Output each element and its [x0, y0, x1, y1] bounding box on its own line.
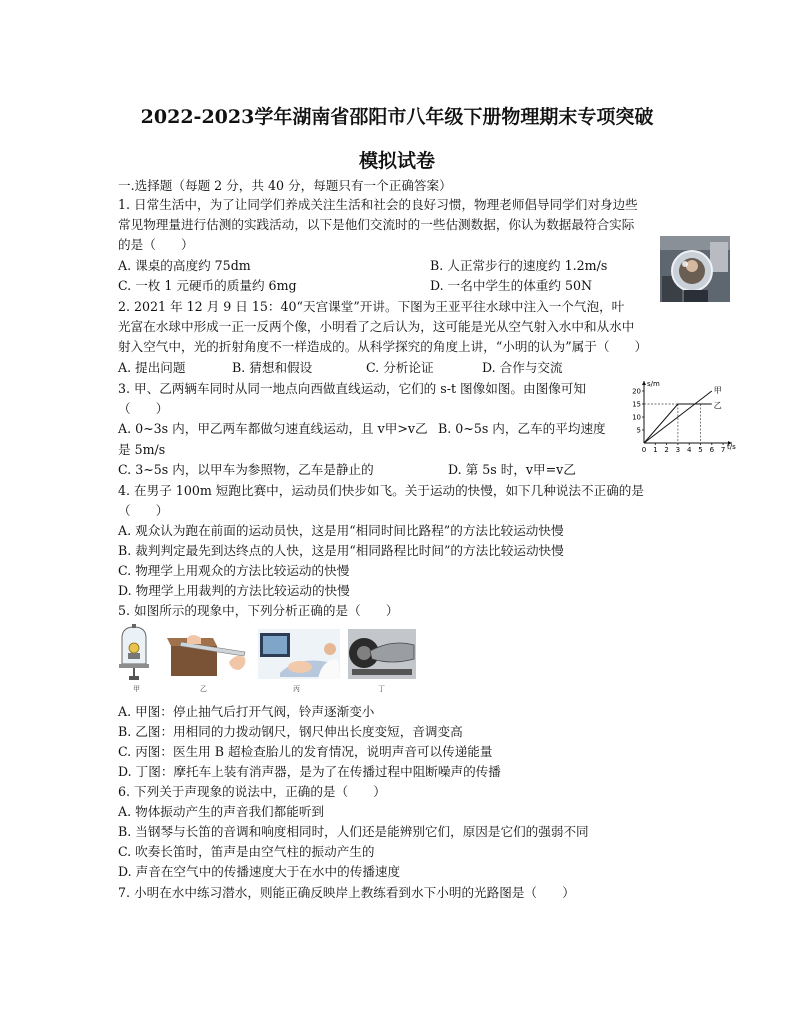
q1-line-1: 1. 日常生活中，为了让同学们养成关注生活和社会的良好习惯，物理老师倡导同学们对身边些: [118, 197, 638, 212]
q3-line-2: （ ）: [118, 401, 169, 416]
q3-option-b-line-2: 是 5m/s: [118, 442, 166, 457]
x-tick-label: 6: [709, 446, 715, 453]
q3-line-1: 3. 甲、乙两辆车同时从同一地点向西做直线运动，它们的 s-t 图像如图。由图像可知: [118, 381, 586, 396]
q1-option-a: A. 课桌的高度约 75dm: [118, 258, 251, 273]
q1-line-3: 的是（ ）: [118, 237, 194, 252]
q6-stem: 6. 下列关于声现象的说法中，正确的是（ ）: [118, 784, 386, 799]
q1-option-d: D. 一名中学生的体重约 50N: [430, 278, 593, 293]
q6-option-a: A. 物体振动产生的声音我们都能听到: [118, 804, 325, 819]
ruler-table-figure: [167, 634, 251, 676]
q1-line-2: 常见物理量进行估测的实践活动，以下是他们交流时的一些估测数据，你认为数据最符合实际: [118, 217, 635, 232]
q6-option-b: B. 当钢琴与长笛的音调和响度相同时，人们还是能辨别它们，原因是它们的强弱不同: [118, 824, 589, 839]
x-tick-label: 2: [664, 446, 669, 453]
page-title: 2022-2023学年湖南省邵阳市八年级下册物理期末专项突破: [140, 106, 654, 128]
q1-option-c: C. 一枚 1 元硬币的质量约 6mg: [118, 278, 297, 293]
q7-stem: 7. 小明在水中练习潜水，则能正确反映岸上教练看到水下小明的光路图是（ ）: [118, 885, 575, 900]
tiangong-water-ball-photo: [660, 236, 730, 302]
x-tick-label: 7: [720, 446, 726, 453]
q5-option-a: A. 甲图：停止抽气后打开气阀，铃声逐渐变小: [118, 704, 375, 719]
st-graph: [628, 377, 740, 453]
q3-option-b-line-1: B. 0~5s 内，乙车的平均速度: [438, 421, 606, 436]
q5-option-d: D. 丁图：摩托车上装有消声器，是为了在传播过程中阻断噪声的传播: [118, 764, 501, 779]
q2-line-2: 光富在水球中形成一正一反两个像，小明看了之后认为，这可能是光从空气射入水中和从水中: [118, 319, 635, 334]
q5-option-c: C. 丙图：医生用 B 超检查胎儿的发育情况，说明声音可以传递能量: [118, 744, 493, 759]
figure-caption-ding: 丁: [378, 685, 385, 693]
q4-option-d: D. 物理学上用裁判的方法比较运动的快慢: [118, 583, 350, 598]
q4-line-1: 4. 在男子 100m 短跑比赛中，运动员们快步如飞。关于运动的快慢，如下几种说法不正确的是: [118, 483, 644, 498]
q2-line-3: 射入空气中，光的折射角度不一样造成的。从科学探究的角度上讲，“小明的认为”属于（ ）: [118, 339, 648, 354]
q2-option-d: D. 合作与交流: [482, 360, 563, 375]
q1-option-b: B. 人正常步行的速度约 1.2m/s: [430, 258, 608, 273]
q2-option-a: A. 提出问题: [118, 360, 186, 375]
section-header: 一.选择题（每题 2 分，共 40 分，每题只有一个正确答案）: [118, 178, 452, 193]
x-tick-label: 3: [675, 446, 681, 453]
x-tick-label: 1: [653, 446, 658, 453]
q6-option-d: D. 声音在空气中的传播速度大于在水中的传播速度: [118, 864, 401, 879]
q4-line-2: （ ）: [118, 503, 169, 518]
page-subtitle: 模拟试卷: [358, 150, 435, 172]
q3-option-a: A. 0~3s 内，甲乙两车都做匀速直线运动，且 v甲>v乙: [118, 421, 428, 436]
q3-option-d: D. 第 5s 时，v甲=v乙: [448, 462, 576, 477]
q4-option-b: B. 裁判判定最先到达终点的人快，这是用“相同路程比时间”的方法比较运动快慢: [118, 543, 564, 558]
motorcycle-muffler-figure: [348, 629, 416, 679]
y-tick-label: 5: [636, 426, 641, 435]
y-axis-arrow: [642, 381, 646, 385]
q5-option-b: B. 乙图：用相同的力拨动钢尺，钢尺伸出长度变短，音调变高: [118, 724, 463, 739]
y-tick-label: 10: [632, 413, 641, 422]
q4-option-c: C. 物理学上用观众的方法比较运动的快慢: [118, 563, 350, 578]
figure-caption-bing: 丙: [293, 685, 300, 693]
figure-caption-yi: 乙: [200, 685, 207, 693]
q2-option-b: B. 猜想和假设: [232, 360, 313, 375]
q3-option-c: C. 3~5s 内，以甲车为参照物，乙车是静止的: [118, 462, 374, 477]
series-label-jia: 甲: [713, 386, 722, 395]
q4-option-a: A. 观众认为跑在前面的运动员快，这是用“相同时间比路程”的方法比较运动快慢: [118, 523, 564, 538]
y-tick-label: 20: [632, 387, 641, 396]
ultrasound-figure: [258, 629, 340, 679]
y-tick-label: 15: [632, 400, 641, 409]
figure-caption-jia: 甲: [133, 685, 140, 693]
x-axis-label: t/s: [727, 443, 736, 451]
x-tick-label: 4: [686, 446, 692, 453]
x-tick-label: 0: [641, 446, 647, 453]
q2-option-c: C. 分析论证: [366, 360, 434, 375]
series-line-jia: [644, 391, 712, 443]
bell-jar-figure: [117, 624, 151, 682]
q5-stem: 5. 如图所示的现象中，下列分析正确的是（ ）: [118, 603, 399, 618]
q6-option-c: C. 吹奏长笛时，笛声是由空气柱的振动产生的: [118, 844, 375, 859]
series-label-yi: 乙: [713, 401, 722, 410]
x-tick-label: 5: [698, 446, 703, 453]
q2-line-1: 2. 2021 年 12 月 9 日 15：40“天宫课堂”开讲。下图为王亚平往水球中注入一个气泡，叶: [118, 299, 625, 314]
y-axis-label: s/m: [647, 380, 660, 388]
